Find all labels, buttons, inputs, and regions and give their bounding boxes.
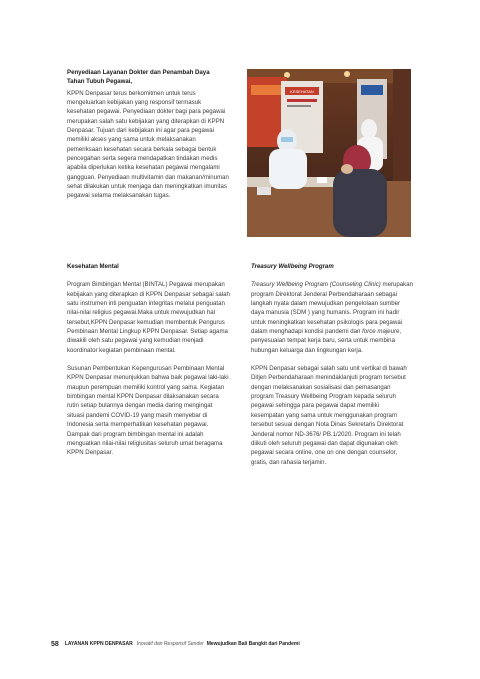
page-footer — [51, 641, 300, 648]
mental-health-para-2: Susunan Pembentukan Kepengurusan Pembinaan Mental KPPN Denpasar menunjukkan bahwa baik pegawai laki-laki maupun perempuan memiliki kontrol yang sama. Kegiatan bimbingan mental KPPN Denpasar dilaksanakan secara rutin setiap bulannya dengan media daring mengingat situasi pandemi COVID-19 yang masih menyebar di Indonesia serta memperhatikan kesehatan pegawai. Dampak dari program bimbingan mental ini adalah menguatkan nilai-nilai religiusitas seluruh umat beragama KPPN Denpasar. — [67, 365, 229, 457]
footer-tagline: Inovatif dan Responsif Sender — [136, 641, 204, 647]
mental-health-heading: Kesehatan Mental — [67, 263, 119, 270]
mental-health-para-1: Program Bimbingan Mental (BINTAL) Pegawai merupakan kebijakan yang diterapkan di KPPN Denpasar sebagai salah satu instrumen inti penguatan integritas melalui penguatan nilai-nilai religius pegawai.Maka untuk mewujudkan hal tersebut,KPPN Denpasar kemudian membentuk Pengurus Pembinaan Mental Lingkup KPPN Denpasar. Setiap agama diwakili oleh satu pegawai yang kemudian menjadi koordinator kegiatan pembinaan mental. — [67, 281, 230, 354]
footer-subtitle: Mewujudkan Bali Bangkit dari Pandemi — [206, 641, 300, 647]
treasury-para-1-end: , penyesuaian tempat kerja baru, serta untuk membina hubungan keluarga dan lingkungan kerja. — [251, 328, 402, 354]
treasury-program-name: Treasury Wellbeing Program (Counseling Clinic) — [251, 281, 381, 289]
section-mental-health — [67, 262, 230, 458]
treasury-heading: Treasury Wellbeing Program — [251, 263, 334, 270]
footer-section: LAYANAN KPPN DENPASAR — [64, 641, 133, 647]
heading-line-1: Penyediaan Layanan Dokter dan Penambah Daya — [67, 69, 210, 76]
section-doctor-body: KPPN Denpasar terus berkomitmen untuk terus mengeluarkan kebijakan yang responsif termasuk kesehatan pegawai. Penyediaan dokter bagi para pegawai merupakan salah satu kebijakan yang diterapkan di KPPN Denpasar. Tujuan dari kebijakan ini agar para pegawai memiliki akses yang sama untuk melaksanakan pemeriksaan kesehatan secara berkala sebagai bentuk pencegahan serta segera mendapatkan tindakan medis apabila diperlukan ketika kesehatan pegawai mengalami gangguan. Penyediaan multivitamin dan makanan/minuman sehat dilakukan untuk menjaga dan meningkatkan imunitas pegawai selama melaksanakan tugas. — [67, 89, 229, 200]
page-number: 58 — [51, 641, 59, 648]
heading-line-2: Tahan Tubuh Pegawai, — [67, 78, 133, 86]
treasury-para-1-text: merupakan program Direktorat Jenderal Perbendaharaan sebagai langkah nyata dalam mewujudkan pengelolaan sumber daya manusia (SDM ) yang humanis. Program ini hadir untuk meningkatkan kesehatan psikologis para pegawai dalam menghadapi kondisi pandemi dan — [251, 281, 414, 336]
medical-checkup-photo — [247, 69, 411, 237]
force-majeure-term: force majeure — [362, 328, 400, 336]
section-doctor-heading — [67, 68, 230, 87]
section-doctor-service — [67, 68, 230, 201]
treasury-para-2: KPPN Denpasar sebagai salah satu unit vertikal di bawah Ditjen Perbendaharaan menindaklanjuti program tersebut dengan melaksanakan sosialisasi dan pemasangan program Treasury Wellbeing Program kepada seluruh pegawai sehingga para pegawai dapat memiliki kesempatan yang sama untuk menggunakan program tersebut sesuai dengan Nota Dinas Sekretaris Direktorat Jenderal nomor ND-3676/ PB.1/2020. Program ini telah diikuti oleh seluruh pegawai dan dapat digunakan oleh pegawai secara online, one on one dengan counselor, gratis, dan rahasia terjamin. — [251, 365, 407, 466]
banner-text: KESEHATAN — [290, 89, 314, 94]
treasury-para-1 — [251, 280, 413, 355]
section-treasury-wellbeing — [251, 262, 413, 467]
